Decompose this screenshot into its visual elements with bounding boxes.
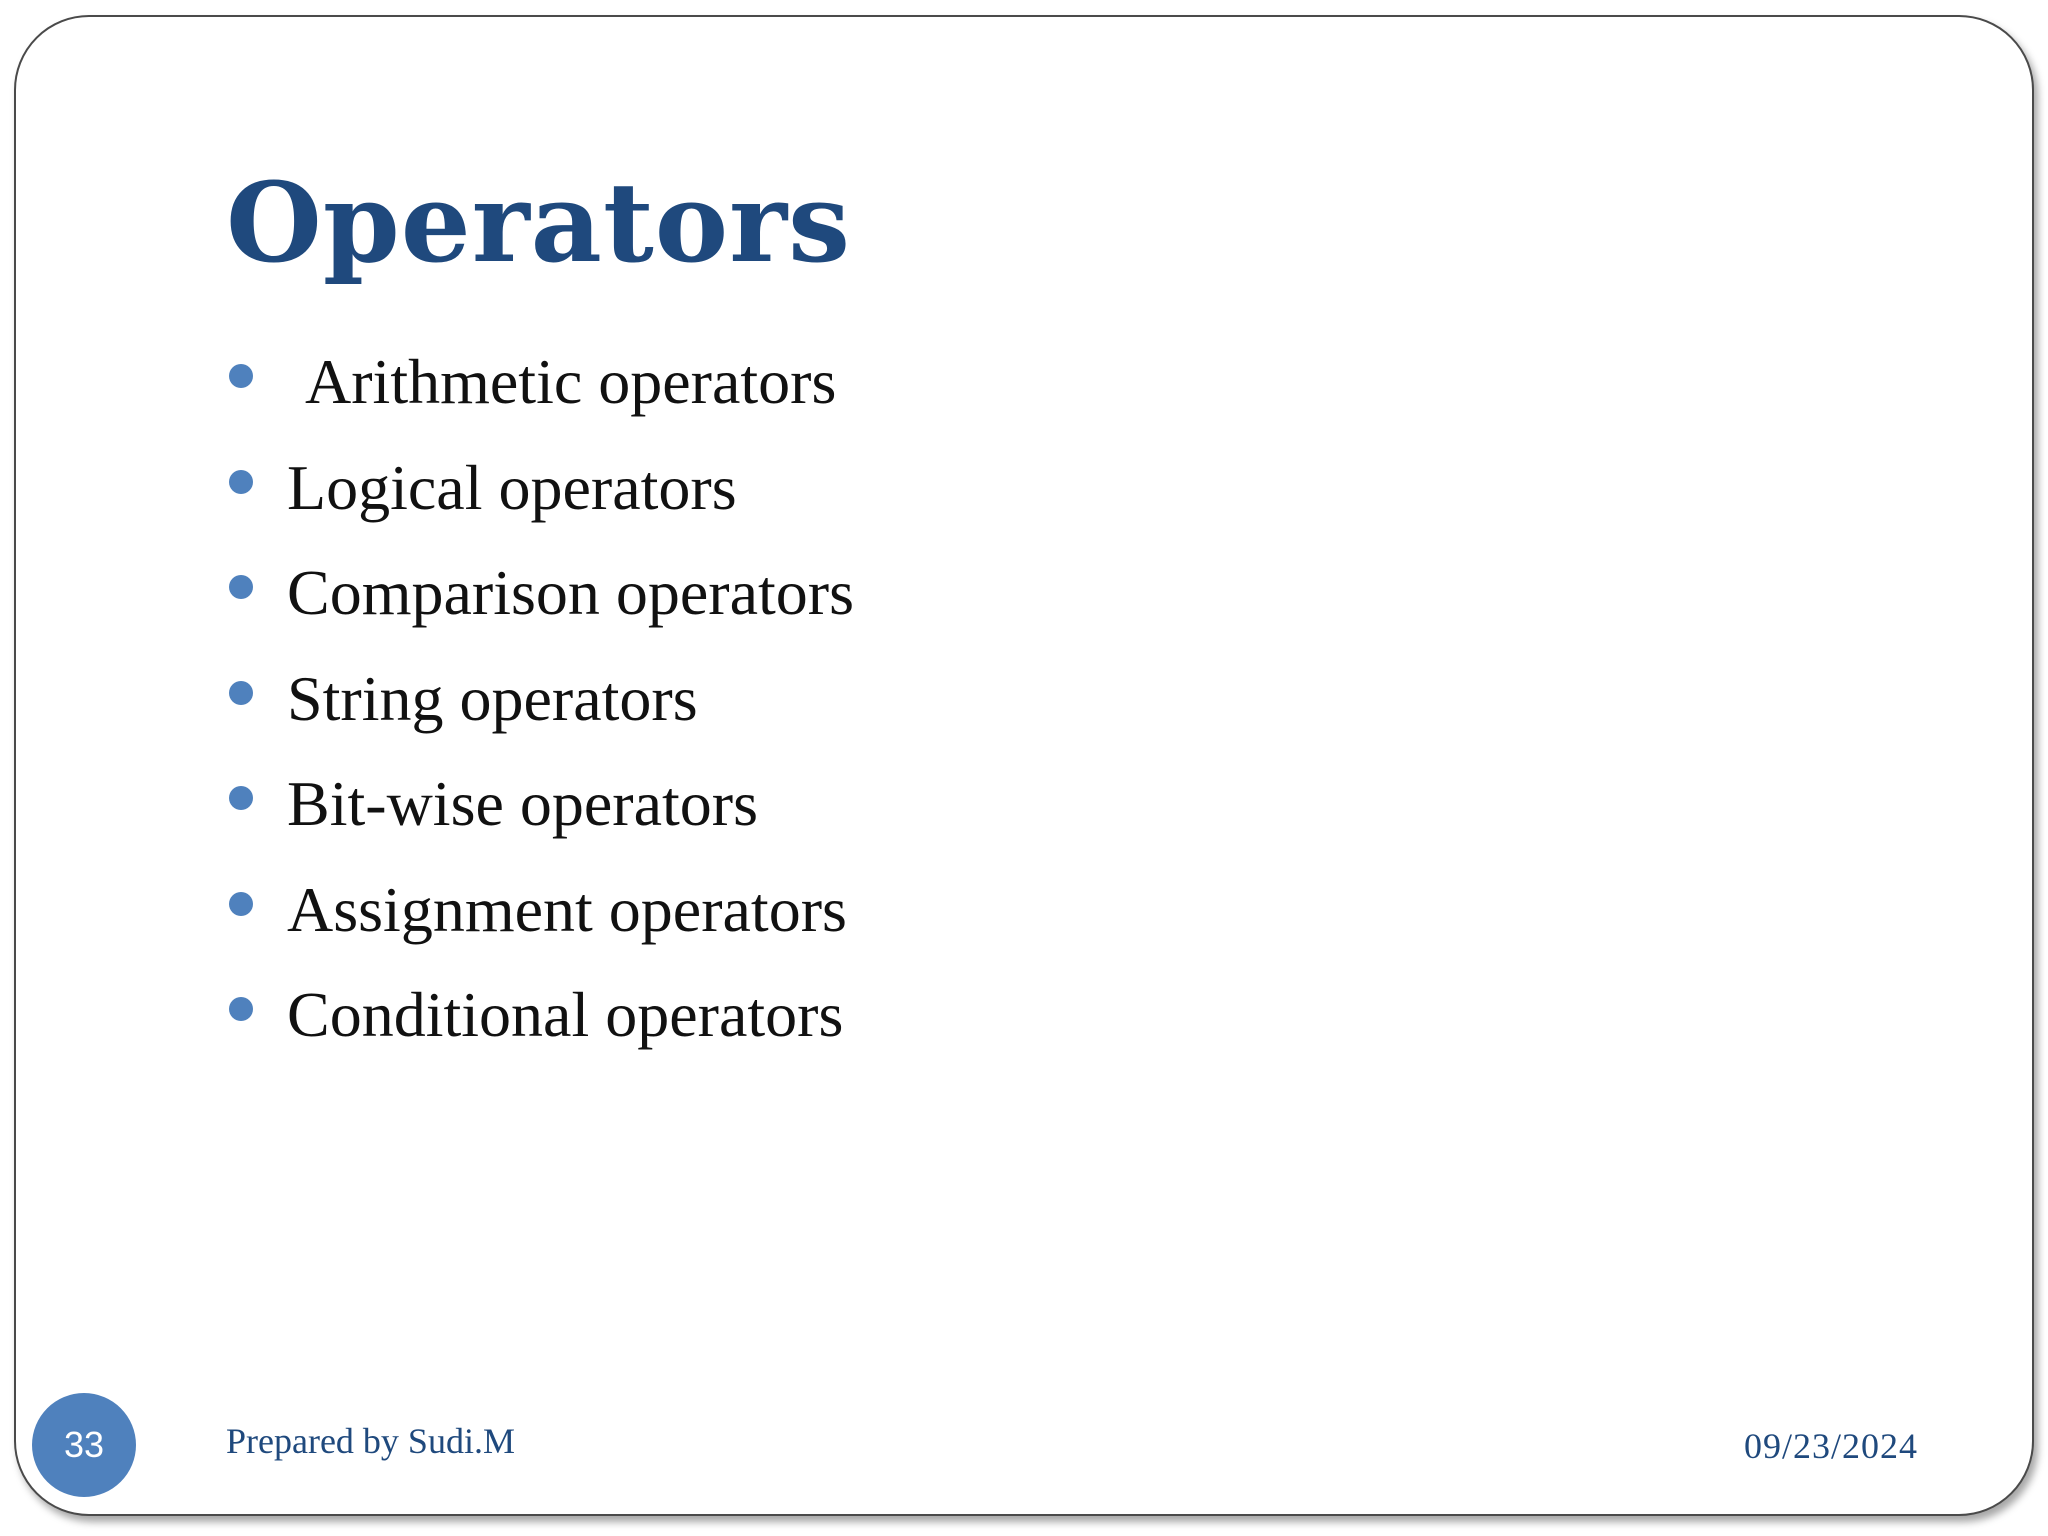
bullet-text: String operators	[287, 662, 698, 734]
list-item	[226, 873, 854, 984]
list-item	[226, 662, 854, 773]
list-item	[226, 557, 854, 667]
bullet-icon	[229, 575, 253, 599]
bullet-text: Comparison operators	[287, 557, 854, 628]
bullet-icon	[229, 681, 253, 705]
bullet-text: Arithmetic operators	[305, 346, 837, 417]
footer-date: 09/23/2024	[1743, 1426, 1918, 1466]
bullet-icon	[229, 364, 253, 388]
bullet-text: Logical operators	[287, 451, 737, 523]
slide-number-badge	[32, 1393, 136, 1497]
list-item	[226, 979, 854, 1089]
bullet-icon	[229, 470, 253, 494]
bullet-icon	[229, 786, 253, 810]
list-item	[226, 768, 854, 878]
bullet-icon	[229, 892, 253, 916]
slide-title: Operators	[226, 158, 852, 287]
list-item	[226, 451, 854, 562]
bullet-icon	[229, 997, 253, 1021]
list-item	[226, 346, 854, 456]
slide-number: 33	[63, 1424, 105, 1465]
bullet-text: Bit-wise operators	[287, 768, 758, 839]
bullet-text: Assignment operators	[287, 873, 847, 945]
footer-text: Prepared by Sudi.M	[226, 1421, 515, 1461]
bullet-text: Conditional operators	[287, 979, 844, 1050]
bullet-list	[226, 346, 854, 1089]
